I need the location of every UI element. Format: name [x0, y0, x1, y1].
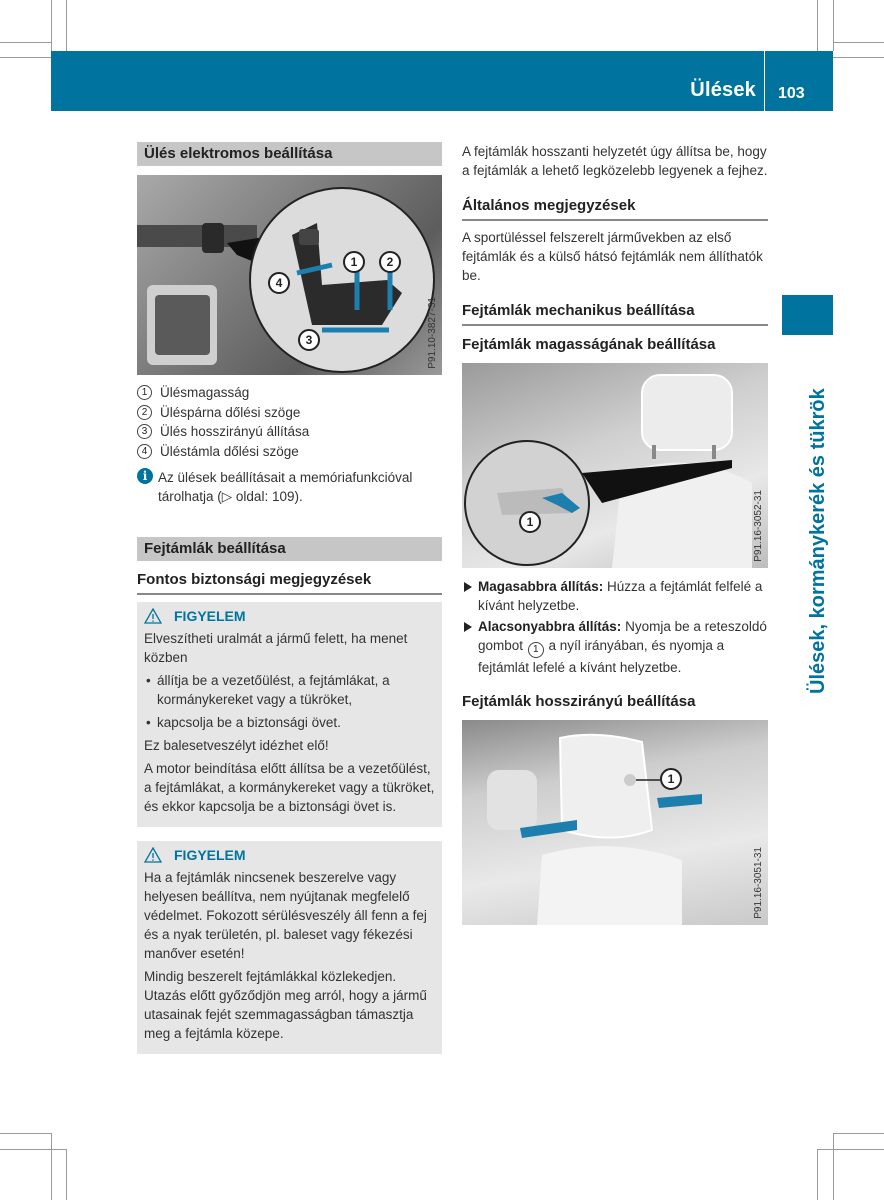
crop-mark — [833, 1133, 884, 1134]
callout-3: 3 — [298, 329, 320, 351]
image-code: P91.16-3052-31 — [753, 490, 764, 562]
section-header-headrests: Fejtámlák beállítása — [137, 537, 442, 561]
callout-1: 1 — [660, 768, 682, 790]
crop-mark — [817, 1149, 818, 1200]
instruction-steps — [462, 577, 768, 677]
subheader-height-adjustment: Fejtámlák magasságának beállítása — [462, 336, 716, 353]
section-header-electric-seat: Ülés elektromos beállítása — [137, 142, 442, 166]
seat-controls-photo — [137, 175, 442, 375]
crop-mark — [0, 1133, 51, 1134]
subheader-fore-aft-adjustment: Fejtámlák hosszirányú beállítása — [462, 692, 696, 710]
callout-2: 2 — [379, 251, 401, 273]
warning-text: Ez balesetveszélyt idézhet elő! — [144, 738, 329, 753]
right-column — [462, 142, 768, 925]
crop-mark — [66, 0, 67, 51]
callout-1: 1 — [519, 511, 541, 533]
image-code: P91.10-3827-31 — [427, 297, 438, 369]
number-circle-icon: 1 — [528, 642, 544, 658]
crop-mark — [817, 0, 818, 51]
callout-4: 4 — [268, 272, 290, 294]
legend-list — [137, 383, 442, 461]
intro-text: A fejtámlák hosszanti helyzetét úgy állítsa be, hogy a fejtámlák a lehető legközelebb legyenek a fejhez. — [462, 144, 768, 178]
legend-item — [137, 442, 442, 462]
callout-1: 1 — [343, 251, 365, 273]
legend-label: Üléspárna dőlési szöge — [160, 404, 301, 420]
image-code: P91.16-3051-31 — [753, 846, 764, 919]
warning-triangle-icon — [144, 608, 162, 624]
legend-label: Üléstámla dőlési szöge — [160, 443, 299, 459]
warning-text: A motor beindítása előtt állítsa be a vezetőülést, a fejtámlákat, a kormánykereket vagy a tükröket, és ekkor kapcsolja be a biztonsági övet is. — [144, 761, 435, 814]
seat-controls-illustration — [137, 175, 442, 375]
info-icon: i — [137, 468, 153, 484]
crop-mark — [833, 1133, 834, 1200]
crop-mark — [66, 1149, 67, 1200]
bullet-item: • kapcsolja be a biztonsági övet. — [144, 713, 435, 732]
crop-mark — [817, 1149, 884, 1150]
warning-text: Elveszítheti uralmát a jármű felett, ha menet közben — [144, 631, 408, 665]
warning-title — [144, 847, 435, 863]
warning-label: FIGYELEM — [174, 608, 246, 624]
legend-label: Ülés hosszirányú állítása — [160, 424, 310, 439]
step-label: Alacsonyabbra állítás: — [478, 619, 622, 634]
crop-mark — [833, 42, 884, 43]
info-text: Az ülések beállításait a memóriafunkcióval tárolhatja (▷ oldal: 109). — [158, 470, 413, 504]
step-label: Magasabbra állítás: — [478, 579, 604, 594]
subheader-mechanical-adjustment: Fejtámlák mechanikus beállítása — [462, 302, 768, 326]
legend-label: Ülésmagasság — [160, 385, 250, 400]
crop-mark — [51, 0, 52, 51]
warning-box — [137, 841, 442, 1054]
warning-text: Mindig beszerelt fejtámlákkal közlekedjen. Utazás előtt győződjön meg arról, hogy a jármű utasainak fejét szemmagasságban támasztja meg a fejtámla közepe. — [144, 969, 427, 1041]
warning-label: FIGYELEM — [174, 847, 246, 863]
general-notes-text: A sportüléssel felszerelt járművekben az első fejtámlák és a külső hátsó fejtámlák nem állíthatók be. — [462, 230, 763, 283]
crop-mark — [51, 1133, 52, 1200]
crop-mark — [0, 57, 51, 58]
step-text: a nyíl irányában, és nyomja a fejtámlát lefelé a kívánt helyzetbe. — [478, 638, 725, 675]
headrest-fore-aft-photo — [462, 720, 768, 925]
instruction-step — [462, 577, 768, 615]
bullet-item: • állítja be a vezetőülést, a fejtámlákat, a kormánykereket vagy a tükröket, — [144, 671, 435, 709]
left-column — [137, 142, 442, 1054]
number-circle-icon: 1 — [137, 385, 152, 400]
section-title: Ülések — [690, 79, 756, 101]
info-note — [137, 468, 442, 506]
headrest-height-illustration — [462, 363, 768, 568]
legend-item — [137, 403, 442, 423]
subheader-general-notes: Általános megjegyzések — [462, 197, 768, 221]
warning-triangle-icon — [144, 847, 162, 863]
chapter-title: Ülések, kormánykerék és tükrök — [807, 388, 829, 694]
warning-text: Ha a fejtámlák nincsenek beszerelve vagy helyesen beállítva, nem nyújtanak megfelelő védelmet. Fokozott sérülésveszély áll fenn a fej és a nyak területén, pl. baleset vagy fékezési manőver esetén! — [144, 870, 427, 961]
warning-bullets — [144, 671, 435, 732]
step-text: Nyomja be a reteszoldó gombot — [478, 619, 767, 653]
crop-mark — [833, 0, 834, 51]
step-text: Húzza a fejtámlát felfelé a kívánt helyzetbe. — [478, 579, 763, 613]
subheader-safety-notes: Fontos biztonsági megjegyzések — [137, 571, 442, 595]
legend-item — [137, 383, 442, 403]
warning-title — [144, 608, 435, 624]
crop-mark — [0, 42, 51, 43]
number-circle-icon: 3 — [137, 424, 152, 439]
crop-mark — [0, 1149, 66, 1150]
legend-item — [137, 422, 442, 442]
warning-box — [137, 602, 442, 827]
page-number: 103 — [778, 85, 805, 102]
instruction-step — [462, 617, 768, 677]
headrest-height-photo — [462, 363, 768, 568]
number-circle-icon: 4 — [137, 444, 152, 459]
header-divider — [764, 51, 765, 111]
number-circle-icon: 2 — [137, 405, 152, 420]
chapter-tab-marker — [782, 295, 833, 335]
headrest-fore-aft-illustration — [462, 720, 768, 925]
crop-mark — [833, 57, 884, 58]
